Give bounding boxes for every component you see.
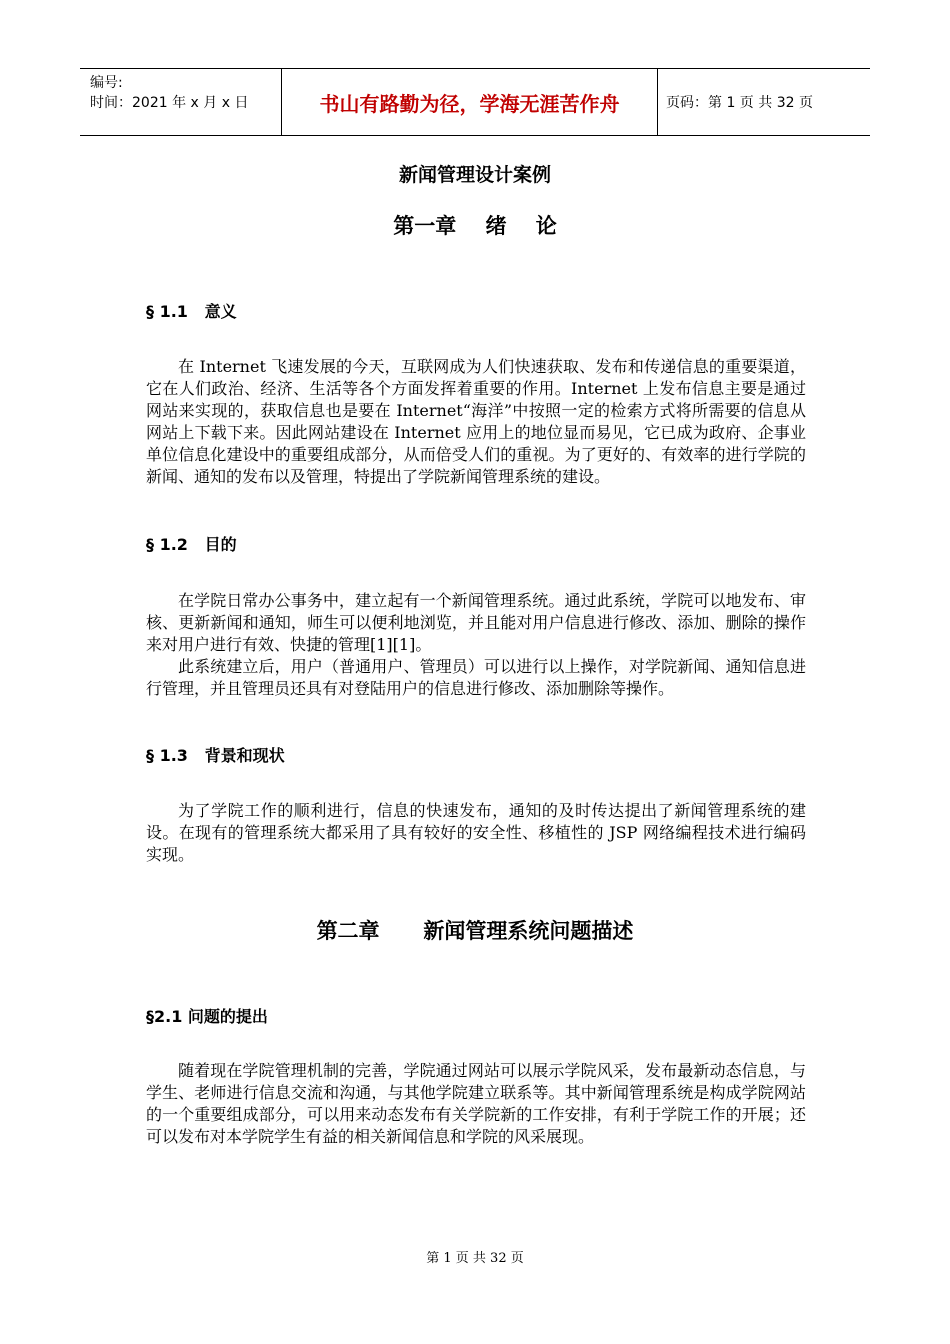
section-2-1-paragraph-1: 随着现在学院管理机制的完善，学院通过网站可以展示学院风采，发布最新动态信息，与学生、老师进行信息交流和沟通，与其他学院建立联系等。其中新闻管理系统是构成学院网站的一个重要组成部分，可以用来动态发布有关学院新的工作安排，有利于学院工作的开展；还可以发布对本学院学生有益的相关新闻信息和学院的风采展现。 <box>146 1061 806 1146</box>
section-1-3-paragraph-1: 为了学院工作的顺利进行，信息的快速发布，通知的及时传达提出了新闻管理系统的建设。在现有的管理系统大都采用了具有较好的安全性、移植性的 JSP 网络编程技术进行编码实现。 <box>146 801 806 864</box>
section-1-1-heading: § 1.1 意义 <box>146 302 237 321</box>
section-1-3-heading: § 1.3 背景和现状 <box>146 746 285 765</box>
chapter-1-title: 第一章 绪 论 <box>393 214 557 238</box>
header-motto: 书山有路勤为径，学海无涯苦作舟 <box>319 91 620 116</box>
section-2-1-heading: §2.1 问题的提出 <box>146 1007 268 1026</box>
document-number-label: 编号: <box>90 75 123 91</box>
page-footer: 第 1 页 共 32 页 <box>426 1251 524 1266</box>
section-1-1-paragraph-1: 在 Internet 飞速发展的今天，互联网成为人们快速获取、发布和传递信息的重要渠道，它在人们政治、经济、生活等各个方面发挥着重要的作用。Internet 上发布信息主要是通过网站来实现的，获取信息也是要在 Internet“海洋”中按照一定的检索方式将所需要的信息从网站上下载下来。因此网站建设在 Internet 应用上的地位显而易见，它已成为政府、企事业单位信息化建设中的重要组成部分，从而倍受人们的重视。为了更好的、有效率的进行学院的新闻、通知的发布以及管理，特提出了学院新闻管理系统的建设。 <box>146 357 806 486</box>
header-page-info: 页码：第 1 页 共 32 页 <box>666 95 813 111</box>
header-page-cell <box>658 69 870 135</box>
document-date: 时间：2021 年 x 月 x 日 <box>90 95 249 111</box>
header-meta-cell <box>80 69 282 135</box>
header-table <box>80 68 870 136</box>
section-1-2-paragraph-1: 在学院日常办公事务中，建立起有一个新闻管理系统。通过此系统，学院可以地发布、审核、更新新闻和通知，师生可以便利地浏览，并且能对用户信息进行修改、添加、删除的操作来对用户进行有效、快捷的管理[1][1]。 <box>146 591 806 654</box>
section-1-2-heading: § 1.2 目的 <box>146 535 237 554</box>
chapter-2-title: 第二章 新闻管理系统问题描述 <box>316 919 634 943</box>
header-motto-cell <box>282 69 658 135</box>
document-title: 新闻管理设计案例 <box>398 164 551 186</box>
section-1-2-paragraph-2: 此系统建立后，用户（普通用户、管理员）可以进行以上操作，对学院新闻、通知信息进行管理，并且管理员还具有对登陆用户的信息进行修改、添加删除等操作。 <box>146 657 806 698</box>
